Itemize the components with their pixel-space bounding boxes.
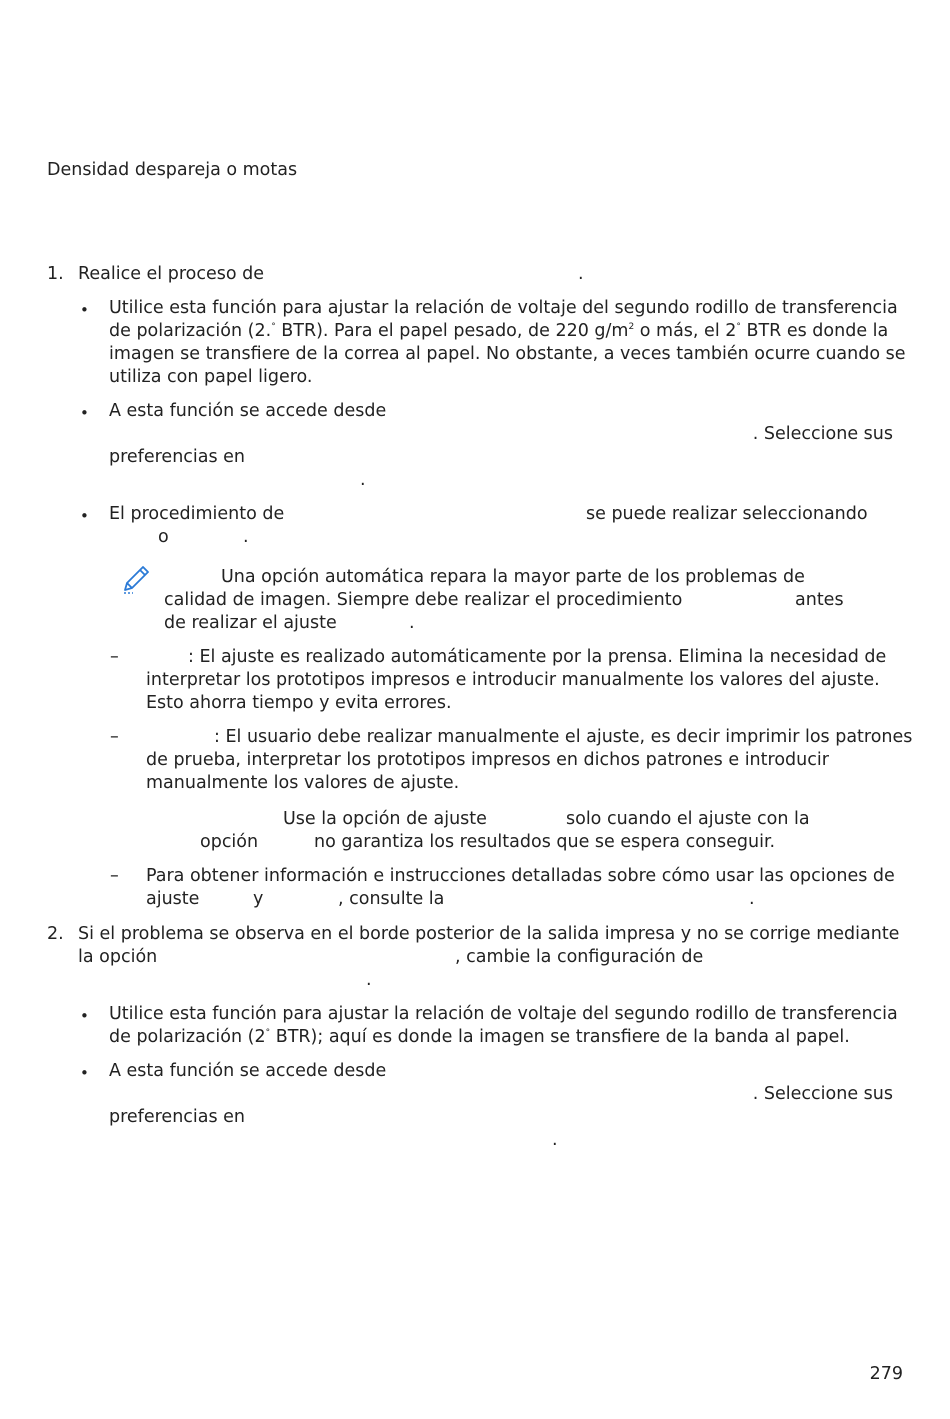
- step2-bullet2-line2: . Seleccione sus: [752, 1084, 893, 1104]
- step1-intro: Realice el proceso de: [78, 264, 265, 284]
- dash-marker: –: [110, 727, 119, 747]
- dash2-line2: de prueba, interpretar los prototipos impresos en dichos patrones e introducir: [146, 750, 829, 770]
- pencil-icon: [120, 563, 152, 595]
- step2-bullet2-line1: A esta función se accede desde: [109, 1061, 387, 1081]
- dash2-line3: manualmente los valores de ajuste.: [146, 773, 460, 793]
- dash2-line1: : El usuario debe realizar manualmente el ajuste, es decir imprimir los patrones: [214, 727, 913, 747]
- step1-bullet1-line1: Utilice esta función para ajustar la relación de voltaje del segundo rodillo de transferencia: [109, 298, 898, 318]
- note-line3-end: .: [409, 613, 415, 633]
- dash3-line2-a: ajuste: [146, 889, 200, 909]
- step1-intro-end: .: [578, 264, 584, 284]
- step1-bullet1-line4: utiliza con papel ligero.: [109, 367, 313, 387]
- step1-bullet2-end: .: [360, 470, 366, 490]
- note-line3: de realizar el ajuste: [164, 613, 337, 633]
- step1-bullet2-line1: A esta función se accede desde: [109, 401, 387, 421]
- dash1-line3: Esto ahorra tiempo y evita errores.: [146, 693, 452, 713]
- note-line2: calidad de imagen. Siempre debe realizar el procedimiento: [164, 590, 683, 610]
- step-number: 2.: [47, 924, 64, 944]
- bullet-marker: •: [80, 507, 89, 525]
- dash3-line1: Para obtener información e instrucciones detalladas sobre cómo usar las opciones de: [146, 866, 895, 886]
- dash1-line2: interpretar los prototipos impresos e introducir manualmente los valores del ajuste.: [146, 670, 880, 690]
- caution-line1-b: solo cuando el ajuste con la: [566, 809, 810, 829]
- caution-line2: opción: [200, 832, 259, 852]
- step2-line2-a: la opción: [78, 947, 158, 967]
- step2-bullet1-line1: Utilice esta función para ajustar la relación de voltaje del segundo rodillo de transferencia: [109, 1004, 898, 1024]
- dash-marker: –: [110, 647, 119, 667]
- bullet-marker: •: [80, 1064, 89, 1082]
- bullet-marker: •: [80, 404, 89, 422]
- caution-line1: Use la opción de ajuste: [283, 809, 487, 829]
- dash3-line2-b: y: [253, 889, 264, 909]
- step1-bullet2-line2: . Seleccione sus: [752, 424, 893, 444]
- step1-bullet2-line3: preferencias en: [109, 447, 246, 467]
- step1-bullet3-line1: El procedimiento de: [109, 504, 285, 524]
- step1-bullet3-end: .: [243, 527, 249, 547]
- step2-bullet1-line2: de polarización (2° BTR); aquí es donde la imagen se transfiere de la banda al papel.: [109, 1027, 850, 1047]
- step2-bullet2-line3: preferencias en: [109, 1107, 246, 1127]
- bullet-marker: •: [80, 1007, 89, 1025]
- step2-line2-b: , cambie la configuración de: [455, 947, 704, 967]
- section-heading: Densidad despareja o motas: [47, 160, 298, 180]
- step-number: 1.: [47, 264, 64, 284]
- step2-line3-end: .: [366, 970, 372, 990]
- dash1-line1: : El ajuste es realizado automáticamente por la prensa. Elimina la necesidad de: [188, 647, 887, 667]
- step2-bullet2-end: .: [552, 1130, 558, 1150]
- step1-bullet3-line2: o: [158, 527, 169, 547]
- page-number: 279: [869, 1364, 903, 1384]
- step2-line1: Si el problema se observa en el borde posterior de la salida impresa y no se corrige mediante: [78, 924, 900, 944]
- dash3-line2-c: , consulte la: [338, 889, 445, 909]
- step1-bullet1-line2: de polarización (2.° BTR). Para el papel pesado, de 220 $g/m^2$ o más, el 2° BTR es donde la: [109, 321, 889, 341]
- dash3-line2-end: .: [749, 889, 755, 909]
- bullet-marker: •: [80, 301, 89, 319]
- step1-bullet1-line3: imagen se transfiere de la correa al papel. No obstante, a veces también ocurre cuando se: [109, 344, 906, 364]
- caution-line2-b: no garantiza los resultados que se espera conseguir.: [314, 832, 776, 852]
- note-line2-b: antes: [795, 590, 844, 610]
- dash-marker: –: [110, 866, 119, 886]
- step1-bullet3-line1-b: se puede realizar seleccionando: [586, 504, 868, 524]
- note-line1: Una opción automática repara la mayor parte de los problemas de: [221, 567, 805, 587]
